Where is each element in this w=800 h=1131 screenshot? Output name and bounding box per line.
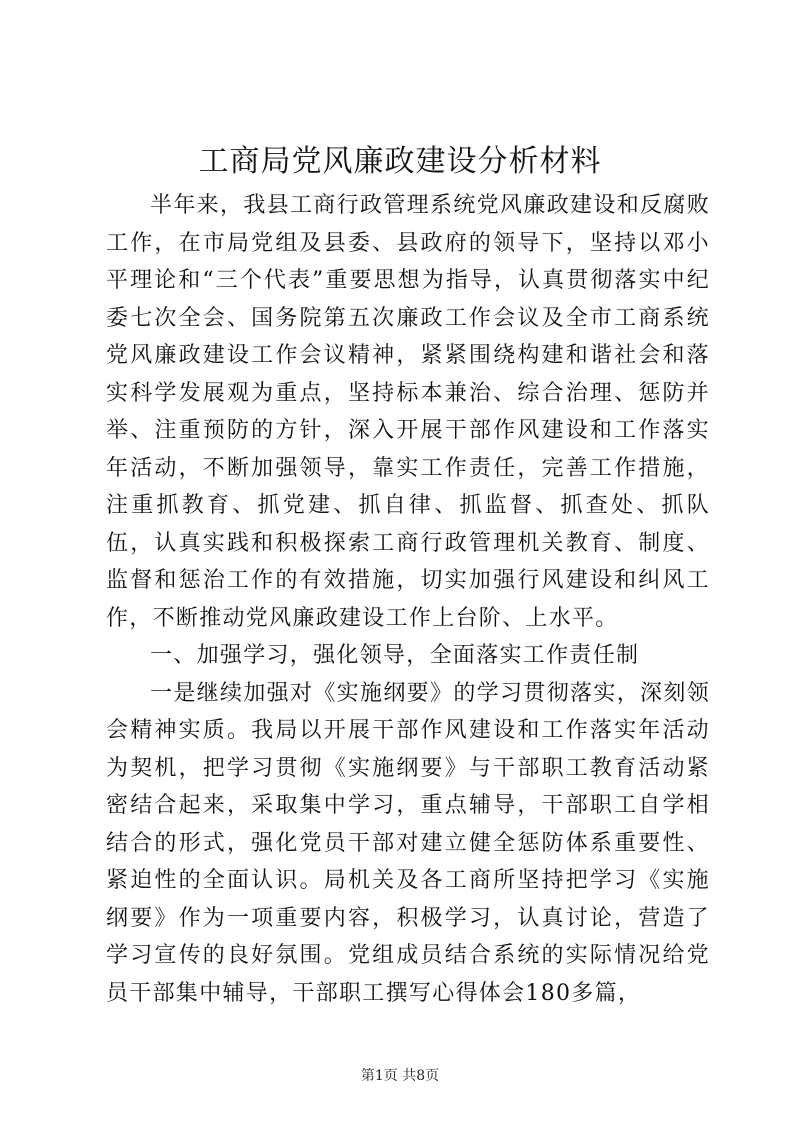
document-body <box>106 187 710 1012</box>
body-paragraph: 半年来，我县工商行政管理系统党风廉政建设和反腐败工作，在市局党组及县委、县政府的领导下，坚持以邓小平理论和“三个代表”重要思想为指导，认真贯彻落实中纪委七次全会、国务院第五次廉政工作会议及全市工商系统党风廉政建设工作会议精神，紧紧围绕构建和谐社会和落实科学发展观为重点，坚持标本兼治、综合治理、惩防并举、注重预防的方针，深入开展干部作风建设和工作落实年活动，不断加强领导，靠实工作责任，完善工作措施，注重抓教育、抓党建、抓自律、抓监督、抓查处、抓队伍，认真实践和积极探索工商行政管理机关教育、制度、监督和惩治工作的有效措施，切实加强行风建设和纠风工作，不断推动党风廉政建设工作上台阶、上水平。 <box>106 193 710 631</box>
body-paragraph: 一是继续加强对《实施纲要》的学习贯彻落实，深刻领会精神实质。我局以开展干部作风建设和工作落实年活动为契机，把学习贯彻《实施纲要》与干部职工教育活动紧密结合起来，采取集中学习，重点辅导，干部职工自学相结合的形式，强化党员干部对建立健全惩防体系重要性、紧迫性的全面认识。局机关及各工商所坚持把学习《实施纲要》作为一项重要内容，积极学习，认真讨论，营造了学习宣传的良好氛围。党组成员结合系统的实际情况给党员干部集中辅导，干部职工撰写心得体会180多篇， <box>106 680 710 1006</box>
section-heading: 一、加强学习，强化领导，全面落实工作责任制 <box>150 643 640 668</box>
page-number-footer: 第1页 共8页 <box>360 1068 440 1084</box>
document-title: 工商局党风廉政建设分析材料 <box>198 144 602 179</box>
